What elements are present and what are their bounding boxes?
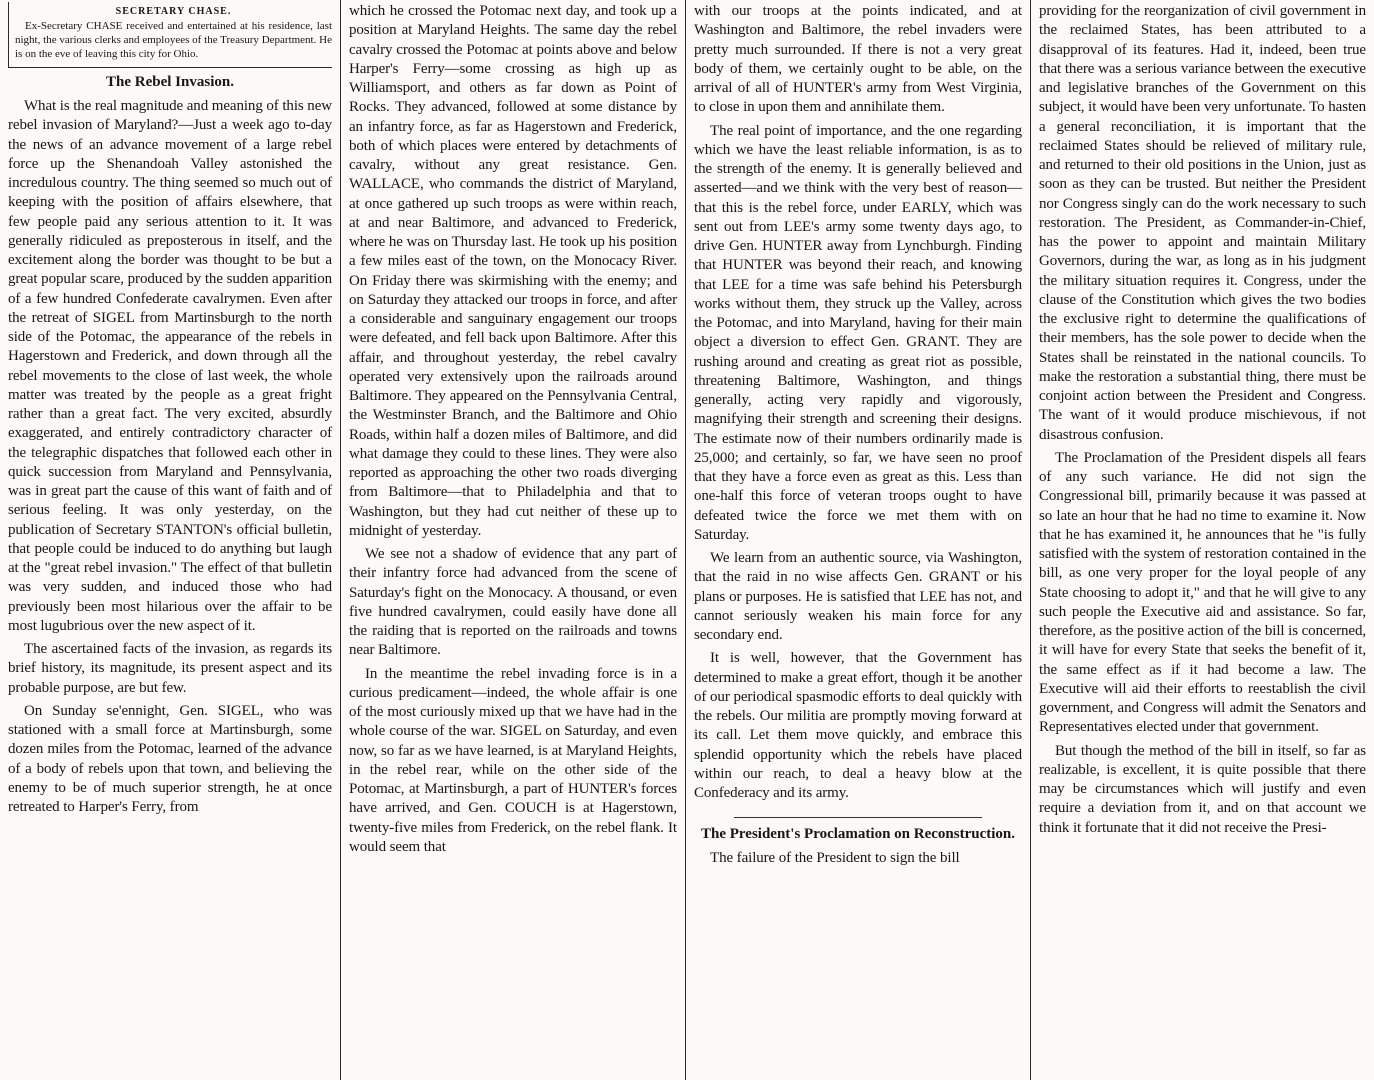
- paragraph: providing for the reorganization of civil government in the reclaimed States, has been attributed to a disapproval of its features. Had it, indeed, been true that there was a serious variance between the executive and legislative branches of the Government on this subject, it would have been very unfortunate. To hasten a general reconciliation, it is important that the reclaimed States should be relieved of military rule, and returned to their old positions in the Union, just as soon as they can be trusted. But neither the President nor Congress singly can do the work necessary to such restoration. The President, as Commander-in-Chief, has the power to appoint and maintain Military Governors, during the war, as long as in his judgment the military situation requires it. Congress, under the clause of the Constitution which gives the two bodies the exclusive right to determine the qualifications of their members, has the sole power to decide when the States shall be reinstated in the national councils. To make the restoration a substantial thing, there must be conjoint action between the President and Congress. The want of it would produce mischievous, if not disastrous confusion.: [1039, 3, 1366, 443]
- paragraph: In the meantime the rebel invading force is in a curious predicament—indeed, the whole affair is one of the most curiously mixed up that we have had in the whole course of the war. SIGEL on Saturday, and even now, so far as we have learned, is at Maryland Heights, in the rebel rear, while on the other side of the Potomac, at Martinsburgh, a part of HUNTER's forces have arrived, and Gen. COUCH is at Hagerstown, twenty-five miles from Frederick, on the rebel flank. It would seem that: [349, 665, 677, 855]
- article-title: The Rebel Invasion.: [106, 74, 234, 90]
- paragraph: which he crossed the Potomac next day, and took up a position at Maryland Heights. The same day the rebel cavalry crossed the Potomac at points above and below Harper's Ferry—some crossing as high up as Williamsport, and others as far down as Point of Rocks. They advanced, followed at some distance by an infantry force, as far as Hagerstown and Frederick, both of which places were entered by detachments of cavalry, without any great resistance. Gen. WALLACE, who commands the district of Maryland, at once gathered up such troops as were within reach, at and near Baltimore, and advanced to Frederick, where he was on Thursday last. He took up his position a few miles east of the town, on the Monocacy River. On Friday there was skirmishing with the enemy; and on Saturday they attacked our troops in force, and after a considerable and sanguinary engagement our troops were defeated, and fell back upon Baltimore. After this affair, and throughout yesterday, the rebel cavalry operated very extensively upon the railroads around Baltimore. They appeared on the Pennsylvania Central, the Westminster Branch, and the Baltimore and Ohio Roads, within half a dozen miles of Baltimore, and did what damage they could to these lines. They were also reported as approaching the other two roads diverging from Baltimore—that to Philadelphia and that to Washington, but they had cut neither of these up to midnight of yesterday.: [349, 3, 677, 539]
- paragraph: The ascertained facts of the invasion, as regards its brief history, its magnitude, its present aspect and its probable purpose, are but few.: [8, 641, 332, 696]
- brief-notice: [8, 2, 332, 68]
- article-title: The President's Proclamation on Reconstruction.: [700, 826, 1015, 843]
- paragraph: The failure of the President to sign the bill: [710, 850, 960, 867]
- column-3: [685, 0, 1030, 1080]
- paragraph: But though the method of the bill in itself, so far as realizable, is excellent, it is quite possible that there may be circumstances which will justify and even require a deviation from it, and on that account we think it fortunate that it did not receive the Presi-: [1039, 742, 1366, 836]
- paragraph: It is well, however, that the Government has determined to make a great effort, though it be another of our periodical spasmodic efforts to deal quickly with the rebels. Our militia are promptly moving forward at its call. Let them move quickly, and embrace this splendid opportunity which the rebels have placed within our reach, to deal a heavy blow at the Confederacy and its army.: [694, 650, 1022, 801]
- paragraph: The Proclamation of the President dispels all fears of any such variance. He did not sign the Congressional bill, primarily because it was passed at so late an hour that he had no time to examine it. Now that he has examined it, he announces that he "is fully satisfied with the system of restoration contained in the bill, as one very proper for the loyal people of any State choosing to adopt it," and that he will give to any such people the Executive aid and assistance. So far, therefore, as the positive action of the bill is concerned, it will have for every State that seeks the benefit of it, the same effect as if it had become a law. The Executive will aid their efforts to reestablish the civil government, and Congress will admit the Senators and Representatives elected under that government.: [1039, 449, 1366, 736]
- brief-text: Ex-Secretary CHASE received and entertained at his residence, last night, the various clerks and employees of the Treasury Department. He is on the eve of leaving this city for Ohio.: [15, 20, 332, 60]
- paragraph: We learn from an authentic source, via Washington, that the raid in no wise affects Gen. GRANT or his plans or purposes. He is satisfied that LEE has not, and cannot seriously weaken his main force for any secondary end.: [694, 550, 1022, 643]
- column-1: [0, 0, 340, 1080]
- paragraph: On Sunday se'ennight, Gen. SIGEL, who was stationed with a small force at Martinsburgh, some dozen miles from the Potomac, learned of the advance of a body of rebels upon that town, and believing the enemy to be of much superior strength, he at once retreated to Harper's Ferry, from: [8, 702, 332, 815]
- paragraph: The real point of importance, and the one regarding which we have the least reliable information, is as to the strength of the enemy. It is generally believed and asserted—and we think with the very best of reason—that this is the rebel force, under EARLY, which was sent out from LEE's army some twenty days ago, to drive Gen. HUNTER away from Lynchburgh. Finding that HUNTER was beyond their reach, and knowing that LEE for a time was safe behind his Petersburgh works without them, they struck up the Valley, across the Potomac, and into Maryland, having for their main object a diversion to effect Gen. GRANT. They are rushing around and creating as great riot as possible, threatening Baltimore, Washington, and things generally, acting very rapidly and vigorously, magnifying their strength and screening their designs. The estimate now of their numbers ordinarily made is 25,000; and certainly, so far, we have seen no proof that they have a force even as great as this. Less than one-half this force of veteran troops ought to have defeated twice the force we met them with on Saturday.: [694, 122, 1022, 543]
- brief-heading: SECRETARY CHASE.: [115, 6, 232, 17]
- paragraph: What is the real magnitude and meaning of this new rebel invasion of Maryland?—Just a week ago to-day the news of an advance movement of a large rebel force up the Shenandoah Valley astonished the incredulous country. The thing seemed so much out of keeping with the position of affairs elsewhere, that few people paid any serious attention to it. It was generally ridiculed as preposterous in itself, and the excitement along the border was thought to be but a great popular scare, produced by the sudden apparition of a few hundred Confederate cavalrymen. Even after the retreat of SIGEL from Martinsburgh to the north side of the Potomac, the appearance of the rebels in Hagerstown and Frederick, and down through all the rebel movements to the close of last week, the whole matter was treated by the people as a great fright rather than a great fact. The very excited, absurdly exaggerated, and entirely contradictory character of the telegraphic dispatches that followed each other in quick succession from Maryland and Pennsylvania, was in great part the cause of this want of faith and of serious feeling. It was only yesterday, on the publication of Secretary STANTON's official bulletin, that people could be induced to do anything but laugh at the "great rebel invasion." The effect of that bulletin was very sudden, and induced those who had previously been most hilarious over the affair to be most lugubrious over the new aspect of it.: [8, 98, 332, 634]
- column-4: [1030, 0, 1374, 1080]
- section-divider: [734, 817, 982, 818]
- paragraph: with our troops at the points indicated, and at Washington and Baltimore, the rebel invaders were pretty much surrounded. If there is not a very great body of them, we certainly ought to be able, on the arrival of all of HUNTER's army from West Virginia, to close in upon them and annihilate them.: [694, 3, 1022, 116]
- column-2: [340, 0, 685, 1080]
- paragraph: We see not a shadow of evidence that any part of their infantry force had advanced from the scene of Saturday's fight on the Monocacy. A thousand, or even five hundred cavalrymen, could easily have done all the raiding that is reported on the railroads and towns near Baltimore.: [349, 546, 677, 659]
